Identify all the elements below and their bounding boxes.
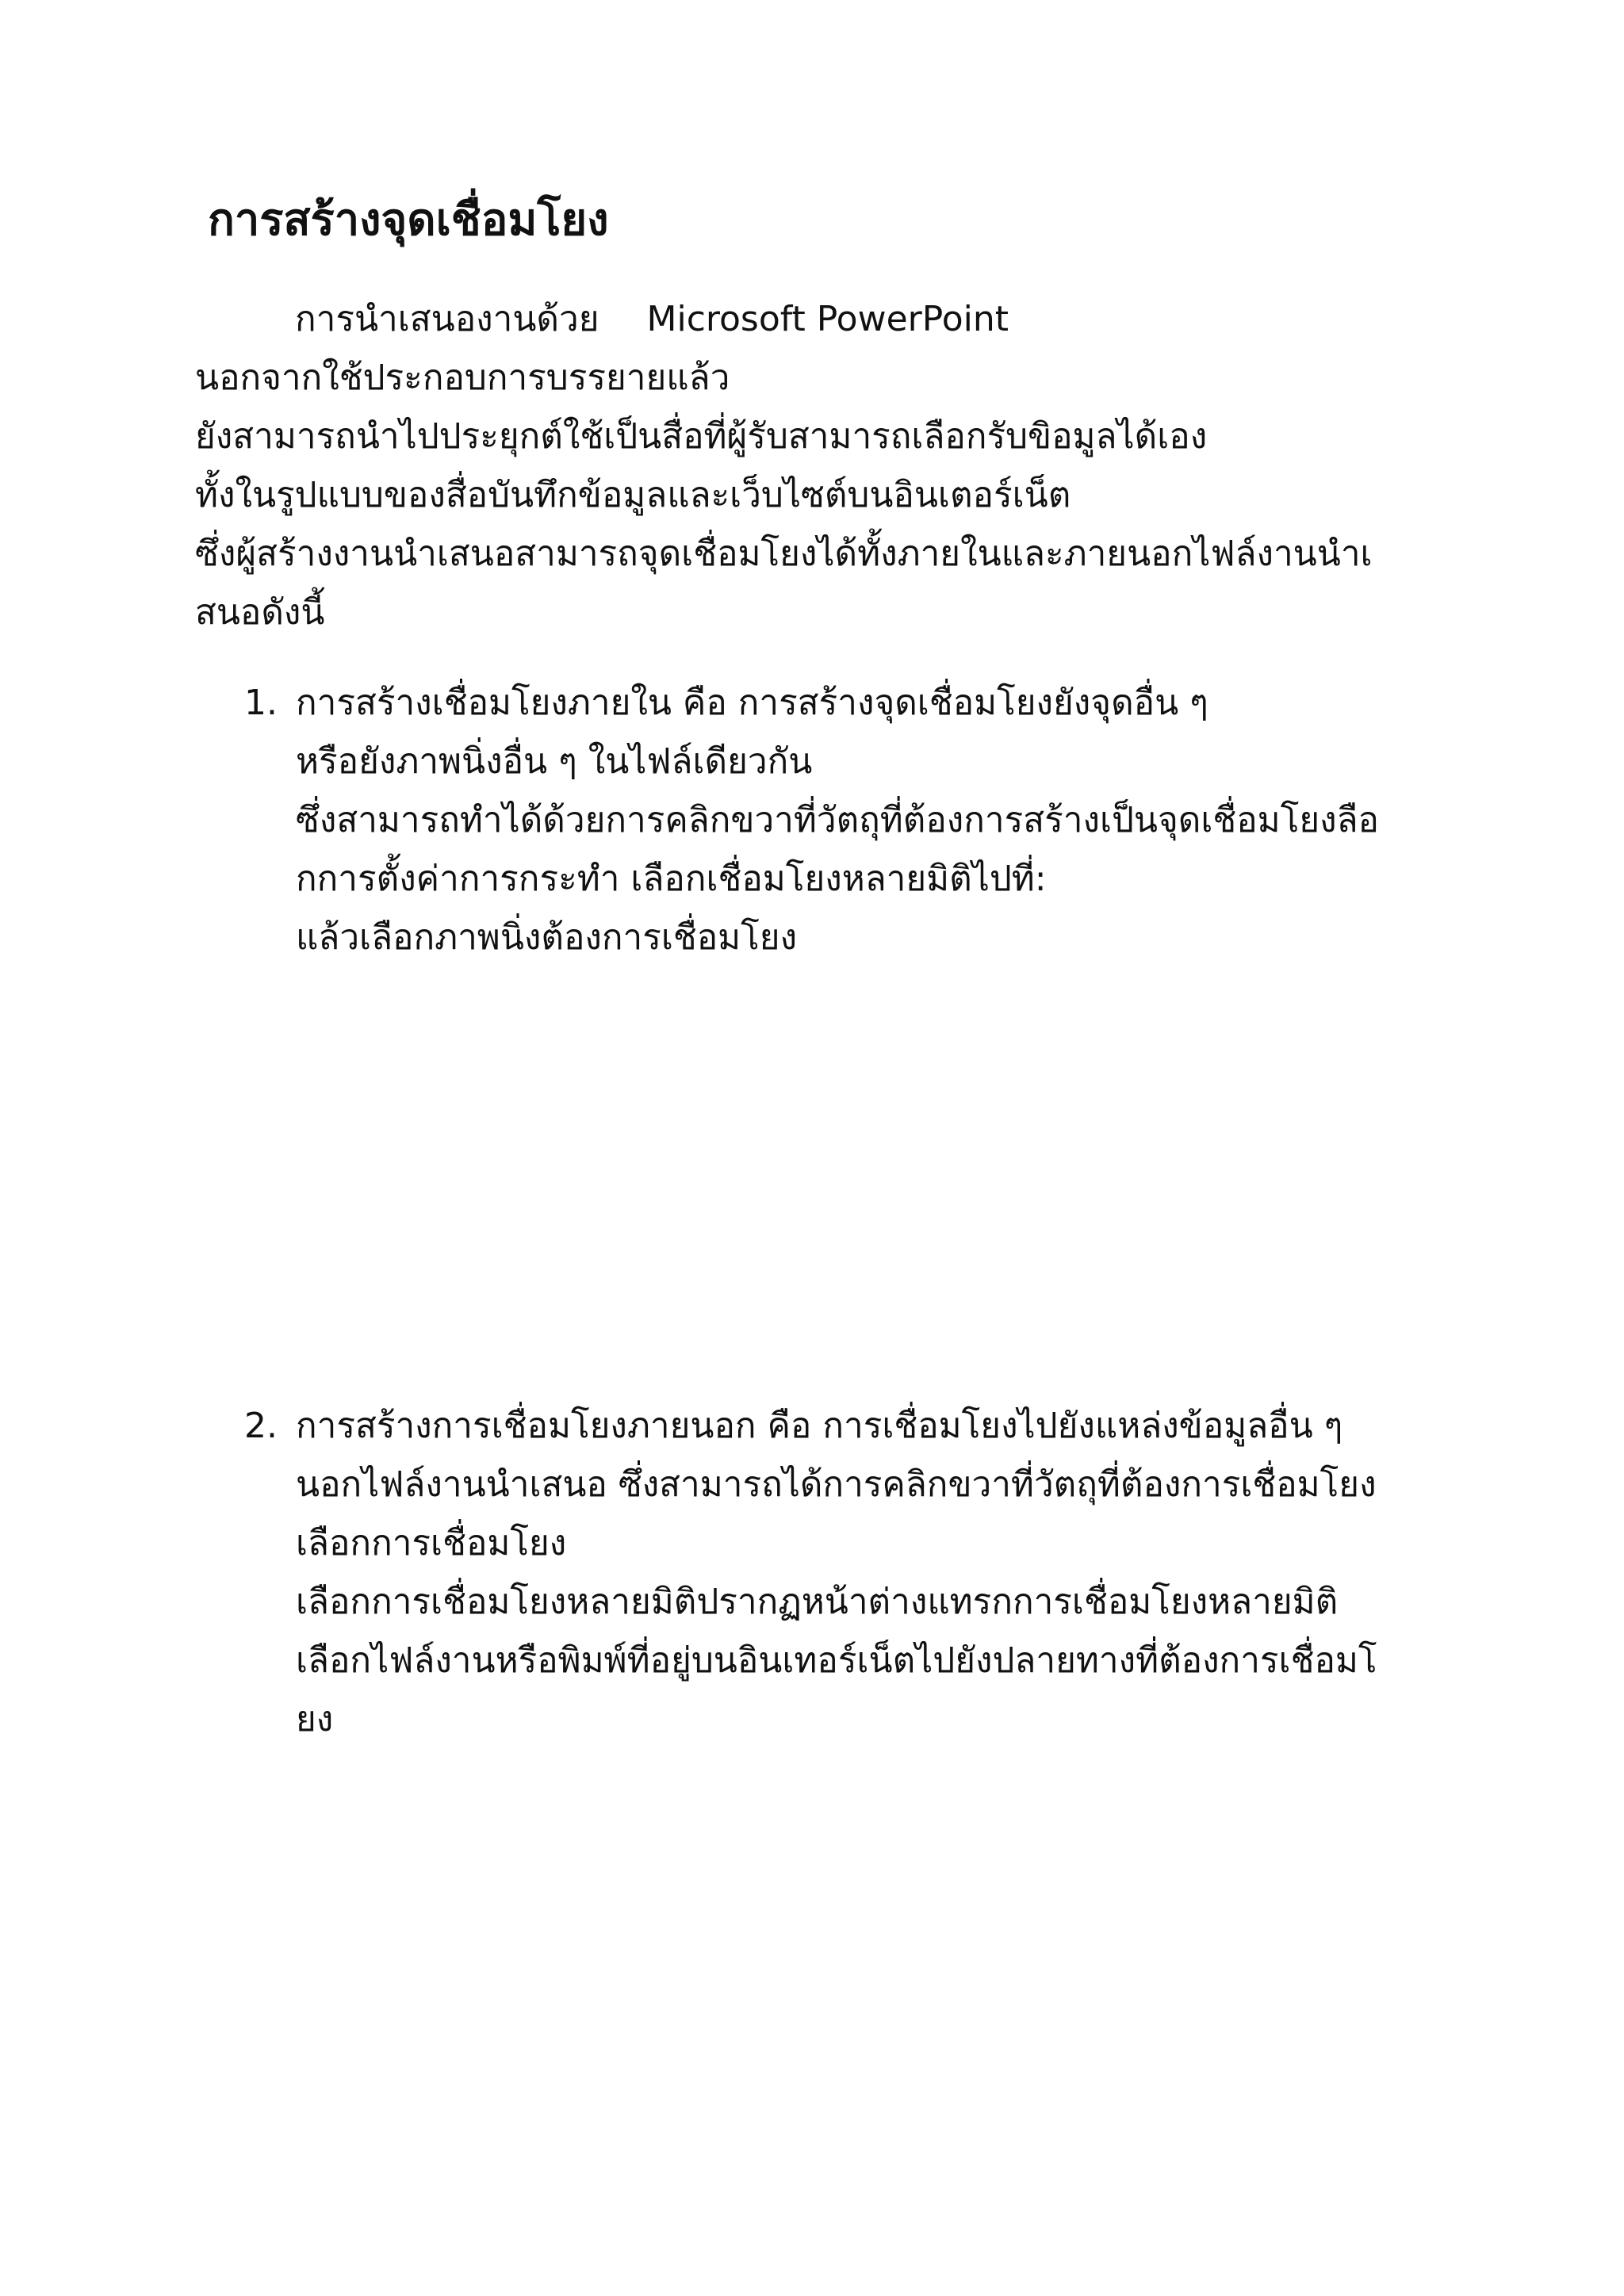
list-number: 2. [244,1406,278,1446]
intro-line-1-product: Microsoft PowerPoint [646,299,1009,339]
list-item-line: หรือยังภาพนิ่งอื่น ๆ ในไฟล์เดียวกัน [296,741,813,782]
list-item-line: เลือกการเชื่อมโยง [296,1523,567,1563]
page-title: การสร้างจุดเชื่อมโยง [208,194,609,246]
list-item-line: เลือกการเชื่อมโยงหลายมิติปรากฏหน้าต่างแทรกการเชื่อมโยงหลายมิติ [296,1582,1339,1622]
intro-line-6: สนอดังนี้ [195,592,325,633]
intro-line-1-thai: การนำเสนองานด้วย [295,299,599,339]
intro-line-5: ซึ่งผู้สร้างงานนำเสนอสามารถจุดเชื่อมโยงได้ทั้งภายในและภายนอกไฟล์งานนำเ [195,534,1373,574]
list-item-line: แล้วเลือกภาพนิ่งต้องการเชื่อมโยง [296,917,798,958]
intro-line-2: นอกจากใช้ประกอบการบรรยายแล้ว [195,358,730,398]
list-item-internal-link [244,674,1450,967]
list-item-body [296,674,1450,967]
list-item-line: เลือกไฟล์งานหรือพิมพ์ที่อยู่บนอินเทอร์เน็ตไปยังปลายทางที่ต้องการเชื่อมโ [296,1640,1377,1681]
intro-line-4: ทั้งในรูปแบบของสื่อบันทึกข้อมูลและเว็บไซต์บนอินเตอร์เน็ต [195,475,1071,515]
list-item-body [296,1397,1450,1749]
intro-line-3: ยังสามารถนำไปประยุกต์ใช้เป็นสื่อที่ผู้รับสามารถเลือกรับขิอมูลได้เอง [195,416,1208,457]
intro-line-1 [195,290,1448,349]
list-number: 1. [244,683,278,723]
list-item-line: ซึ่งสามารถทำได้ด้วยการคลิกขวาที่วัตถุที่ต้องการสร้างเป็นจุดเชื่อมโยงลือ [296,800,1379,840]
list-item-line: การสร้างการเชื่อมโยงภายนอก คือ การเชื่อมโยงไปยังแหล่งข้อมูลอื่น ๆ [296,1406,1343,1446]
list-item-line: การสร้างเชื่อมโยงภายใน คือ การสร้างจุดเชื่อมโยงยังจุดอื่น ๆ [296,683,1208,723]
intro-paragraph [195,290,1448,642]
list-item-external-link [244,1397,1450,1749]
list-item-line: นอกไฟล์งานนำเสนอ ซึ่งสามารถได้การคลิกขวาที่วัตถุที่ต้องการเชื่อมโยง [296,1464,1377,1505]
list-item-line: ยง [296,1699,334,1739]
list-item-line: กการตั้งค่าการกระทำ เลือกเชื่อมโยงหลายมิติไปที่: [296,859,1047,899]
